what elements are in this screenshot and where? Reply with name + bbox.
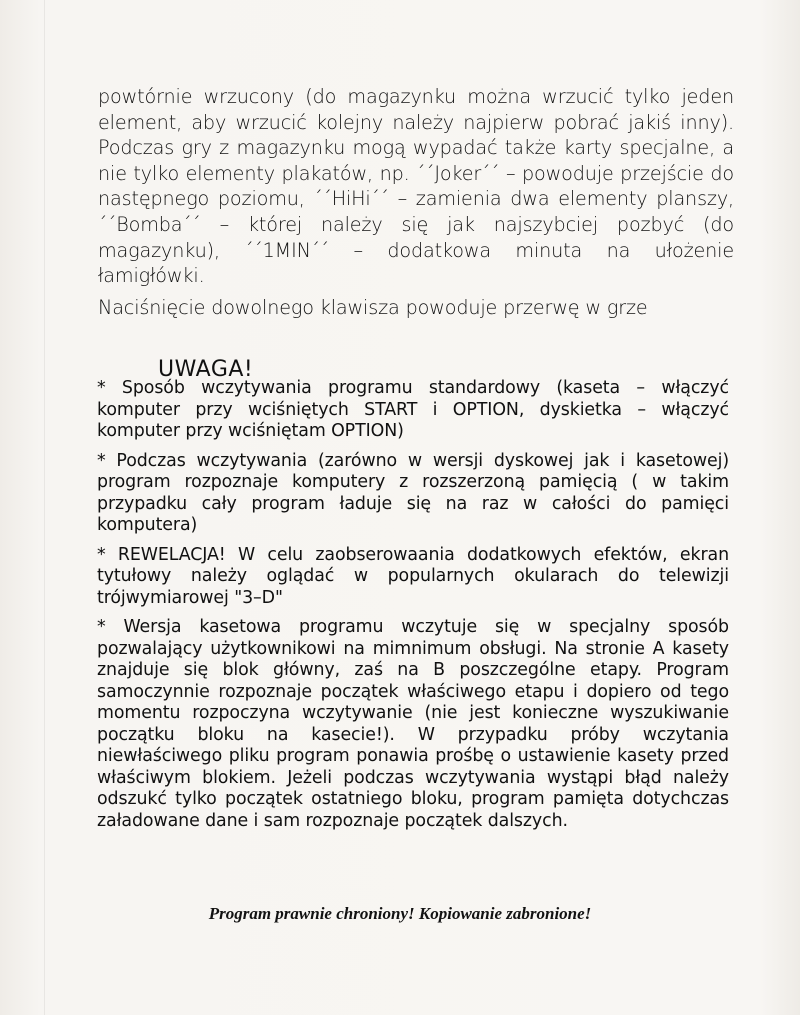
note-cassette-version: * Wersja kasetowa programu wczytuje się w specjalny sposób pozwalający użytkownikowi na mimnimum obsługi. Na stronie A kasety znajduje się blok główny, zaś na B poszczególne etapy. Program samoczynnie rozpoznaje początek właściwego etapu i dopiero od tego momentu rozpoczyna wczytywanie (nie jest konieczne wyszukiwanie początku bloku na kasecie!). W przypadku próby wczytania niewłaściwego pliku program ponawia prośbę o ustawienie kasety przed właściwym blokiem. Jeżeli podczas wczytywania wystąpi błąd należy odszukć tylko początek ostatniego bloku, program pamięta dotychczas załadowane dane i sam rozpoznaje początek dalszych. (97, 617, 729, 831)
page-fold-line (44, 0, 45, 1015)
copyright-notice: Program prawnie chroniony! Kopiowanie zabronione! (208, 904, 592, 923)
note-loading-method: * Sposób wczytywania programu standardowy (kaseta – włączyć komputer przy wciśniętych START i OPTION, dyskietka – włączyć komputer przy wciśniętam OPTION) (97, 378, 729, 441)
intro-paragraph: powtórnie wrzucony (do magazynku można wrzucić tylko jeden element, aby wrzucić kolejny należy najpierw pobrać jakiś inny). Podczas gry z magazynku mogą wypadać także karty specjalne, a nie tylko elementy plakatów, np. ´´Joker´´ – powoduje przejście do następnego poziomu, ´´HiHi´´ – zamienia dwa elementy planszy, ´´Bomba´´ – której należy się jak najszybciej pozbyć (do magazynku), ´´1MIN´´ – dodatkowa minuta na ułożenie łamigłówki. (98, 85, 734, 288)
instructions-text (98, 84, 734, 320)
note-extended-memory: * Podczas wczytywania (zarówno w wersji dyskowej jak i kasetowej) program rozpoznaje komputery z rozszerzoną pamięcią ( w takim przypadku cały program ładuje się na raz w całości do pamięci komputera) (97, 450, 729, 535)
warning-heading: UWAGA! (158, 357, 254, 382)
notes-list (97, 378, 729, 832)
pause-instruction: Naciśnięcie dowolnego klawisza powoduje przerwę w grze (98, 295, 648, 319)
note-3d-glasses: * REWELACJA! W celu zaobserowaania dodatkowych efektów, ekran tytułowy należy oglądać w popularnych okularach do telewizji trójwymiarowej "3–D" (97, 544, 729, 608)
